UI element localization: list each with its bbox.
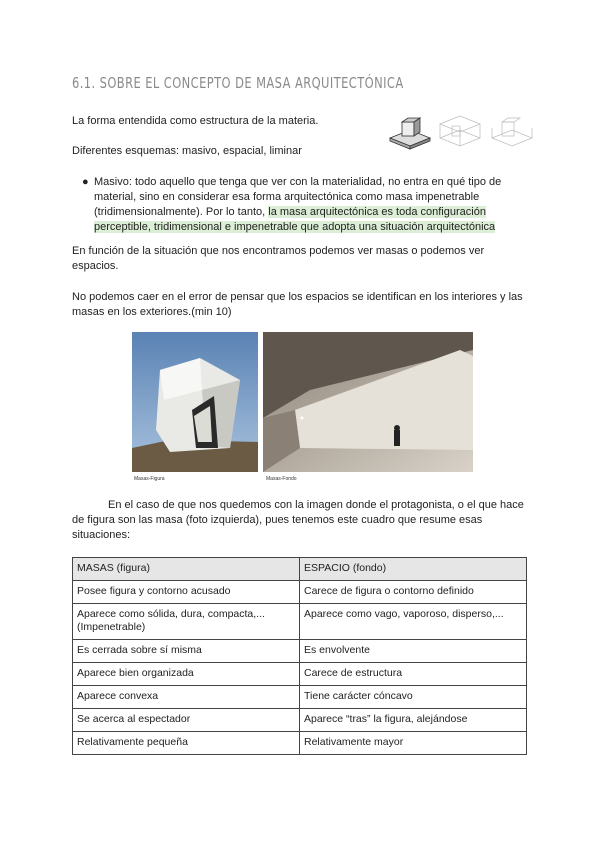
photo-right-mass-background xyxy=(263,330,475,486)
table-row xyxy=(73,663,527,686)
table-cell: Aparece “tras” la figura, alejándose xyxy=(300,709,527,732)
table-cell: Aparece como vago, vaporoso, disperso,... xyxy=(300,604,527,640)
table-row xyxy=(73,732,527,755)
paragraph-intro: La forma entendida como estructura de la materia. xyxy=(72,115,319,127)
mass-space-table xyxy=(72,557,527,755)
massive-scheme-icon xyxy=(390,118,430,149)
table-cell: Se acerca al espectador xyxy=(73,709,300,732)
table-cell: Posee figura y contorno acusado xyxy=(73,581,300,604)
table-cell: Carece de figura o contorno definido xyxy=(300,581,527,604)
table-row xyxy=(73,709,527,732)
table-cell: Aparece como sólida, dura, compacta,...(Impenetrable) xyxy=(73,604,300,640)
table-row xyxy=(73,604,527,640)
architecture-photos xyxy=(130,330,475,486)
bullet-massive: ● Masivo: todo aquello que tenga que ver con la materialidad, no entra en qué tipo de material, sino en considerar esa forma arquitectónica como masa impenetrable (tridimensionalmente). Por lo tanto, la masa arquitectónica es toda configuración perceptible, tridimensional e impenetrable que adopta una situación arquitectónica xyxy=(82,176,502,233)
table-row xyxy=(73,581,527,604)
photo-left-mass-figure xyxy=(130,330,258,486)
table-cell: Relativamente pequeña xyxy=(73,732,300,755)
paragraph-error: No podemos caer en el error de pensar que los espacios se identifican en los interiores y las masas en los exteriores.(min 10) xyxy=(72,291,523,318)
table-cell: Carece de estructura xyxy=(300,663,527,686)
table-header-space: ESPACIO (fondo) xyxy=(300,558,527,581)
table-row xyxy=(73,640,527,663)
page-title: 6.1. SOBRE EL CONCEPTO DE MASA ARQUITECTÓNICA xyxy=(72,74,404,92)
table-cell: Es envolvente xyxy=(300,640,527,663)
liminar-scheme-icon xyxy=(492,118,532,146)
spatial-scheme-icon xyxy=(440,116,480,146)
table-header-masses: MASAS (figura) xyxy=(73,558,300,581)
highlighted-definition: la masa arquitectónica es toda configuración perceptible, tridimensional e impenetrable que adopta una situación arquitectónica xyxy=(94,206,496,233)
table-cell: Es cerrada sobre sí misma xyxy=(73,640,300,663)
table-row xyxy=(73,686,527,709)
paragraph-summary: En el caso de que nos quedemos con la imagen donde el protagonista, o el que hace de figura son las masa (foto izquierda), pues tenemos este cuadro que resume esas situaciones: xyxy=(72,499,524,541)
schemes-icons xyxy=(388,114,536,150)
table-cell: Aparece convexa xyxy=(73,686,300,709)
table-cell: Tiene carácter cóncavo xyxy=(300,686,527,709)
table-header-row xyxy=(73,558,527,581)
paragraph-situation: En función de la situación que nos encontramos podemos ver masas o podemos ver espacios. xyxy=(72,245,485,272)
bullet-text: Masivo: todo aquello que tenga que ver con la materialidad, no entra en qué tipo de material, sino en considerar esa forma arquitectónica como masa impenetrable (tridimensionalmente). Por lo tanto, xyxy=(94,176,502,218)
paragraph-schemes: Diferentes esquemas: masivo, espacial, liminar xyxy=(72,145,302,157)
caption-right: Masas-Fondo xyxy=(266,476,297,482)
table-cell: Relativamente mayor xyxy=(300,732,527,755)
table-cell: Aparece bien organizada xyxy=(73,663,300,686)
caption-left: Masas-Figura xyxy=(134,476,165,482)
